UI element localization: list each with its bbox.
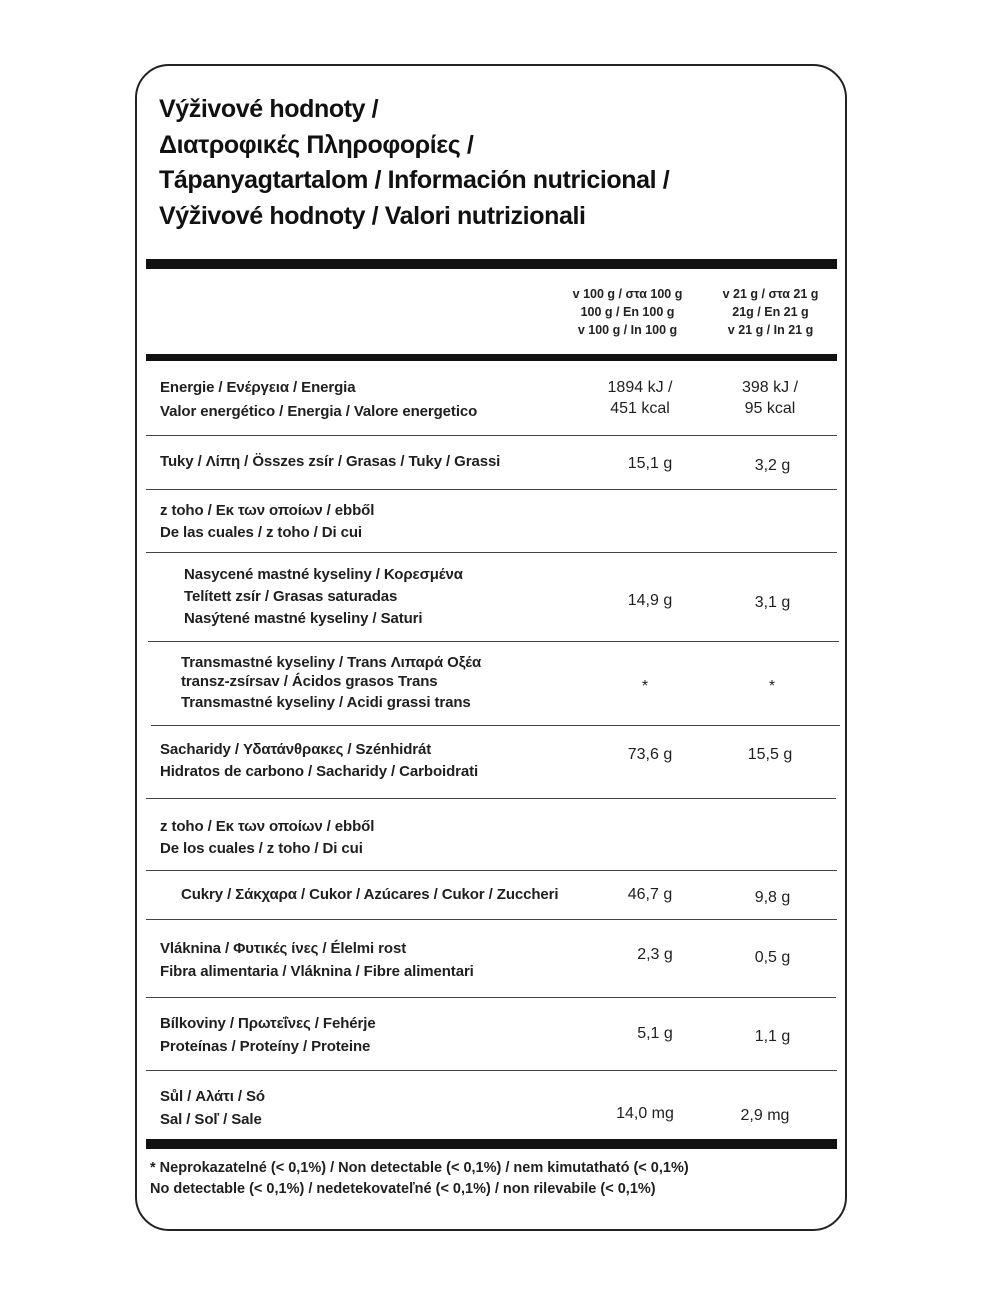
row-divider <box>146 1070 837 1071</box>
fat-per-21g: 3,2 g <box>754 457 791 474</box>
column-header-per-100g: v 100 g / στα 100 g 100 g / En 100 g v 100 g / In 100 g <box>572 287 683 337</box>
title-line: Tápanyagtartalom / Información nutricional / <box>159 166 670 194</box>
energy-label: Energie / Ενέργεια / Energia Valor energético / Energia / Valore energetico <box>160 379 478 420</box>
trans-per-100g: * <box>641 678 649 695</box>
energy-per-21g: 398 kJ / 95 kcal <box>741 379 799 417</box>
title-line: Διατροφικές Πληροφορίες / <box>159 130 474 159</box>
bottom-divider-bar <box>146 1139 837 1149</box>
trans-per-21g: * <box>768 678 776 695</box>
fat-label: Tuky / Λίπη / Összes zsír / Grasas / Tuky / Grassi <box>160 453 501 470</box>
energy-per-100g: 1894 kJ / 451 kcal <box>607 379 673 417</box>
carbohydrates-per-21g: 15,5 g <box>747 746 793 763</box>
row-divider <box>148 641 839 642</box>
page-title <box>159 92 799 234</box>
column-header-per-21g: v 21 g / στα 21 g 21g / En 21 g v 21 g / In 21 g <box>722 287 819 337</box>
of-which-label: z toho / Εκ των οποίων / ebből De los cuales / z toho / Di cui <box>160 818 375 857</box>
fibre-per-100g: 2,3 g <box>637 946 673 963</box>
row-divider <box>146 552 837 553</box>
row-divider <box>146 435 837 436</box>
salt-per-21g: 2,9 mg <box>740 1107 790 1124</box>
row-divider <box>146 997 836 998</box>
carbohydrates-label: Sacharidy / Υδατάνθρακες / Szénhidrát Hidratos de carbono / Sacharidy / Carboidrati <box>160 741 479 780</box>
saturates-label: Nasycené mastné kyseliny / Κορεσμένα Telített zsír / Grasas saturadas Nasýtené mastné kyseliny / Saturi <box>184 566 463 627</box>
row-divider <box>146 798 836 799</box>
trans-fat-label: Transmastné kyseliny / Trans Λιπαρά Οξέα transz-zsírsav / Ácidos grasos Trans Transmastné kyseliny / Acidi grassi trans <box>181 654 482 711</box>
fibre-label: Vláknina / Φυτικές ίνες / Élelmi rost Fibra alimentaria / Vláknina / Fibre alimentari <box>160 940 474 980</box>
protein-per-21g: 1,1 g <box>754 1028 791 1045</box>
carbohydrates-per-100g: 73,6 g <box>627 746 673 763</box>
sugars-label: Cukry / Σάκχαρα / Cukor / Azúcares / Cukor / Zuccheri <box>181 886 559 903</box>
salt-label: Sůl / Αλάτι / Só Sal / Soľ / Sale <box>160 1088 265 1128</box>
fibre-per-21g: 0,5 g <box>754 949 791 966</box>
row-divider <box>146 919 837 920</box>
title-line: Výživové hodnoty / Valori nutrizionali <box>159 201 586 230</box>
footnote: * Neprokazatelné (< 0,1%) / Non detectable (< 0,1%) / nem kimutatható (< 0,1%) No detectable (< 0,1%) / nedetekovateľné (< 0,1%) / non rilevabile (< 0,1%) <box>150 1160 689 1197</box>
fat-per-100g: 15,1 g <box>627 455 673 472</box>
row-divider <box>146 489 837 490</box>
row-divider <box>151 725 840 726</box>
top-divider-bar <box>146 259 837 269</box>
of-which-label: z toho / Εκ των οποίων / ebből De las cuales / z toho / Di cui <box>160 502 375 541</box>
protein-label: Bílkoviny / Πρωτεΐνες / Fehérje Proteínas / Proteíny / Proteine <box>160 1015 376 1055</box>
row-divider <box>146 870 837 871</box>
saturates-per-100g: 14,9 g <box>627 592 673 609</box>
saturates-per-21g: 3,1 g <box>754 594 791 611</box>
title-line: Výživové hodnoty / <box>159 95 379 123</box>
sugars-per-21g: 9,8 g <box>754 889 791 906</box>
header-divider-bar <box>146 354 837 361</box>
protein-per-100g: 5,1 g <box>637 1025 673 1042</box>
sugars-per-100g: 46,7 g <box>627 886 673 903</box>
salt-per-100g: 14,0 mg <box>616 1105 674 1122</box>
